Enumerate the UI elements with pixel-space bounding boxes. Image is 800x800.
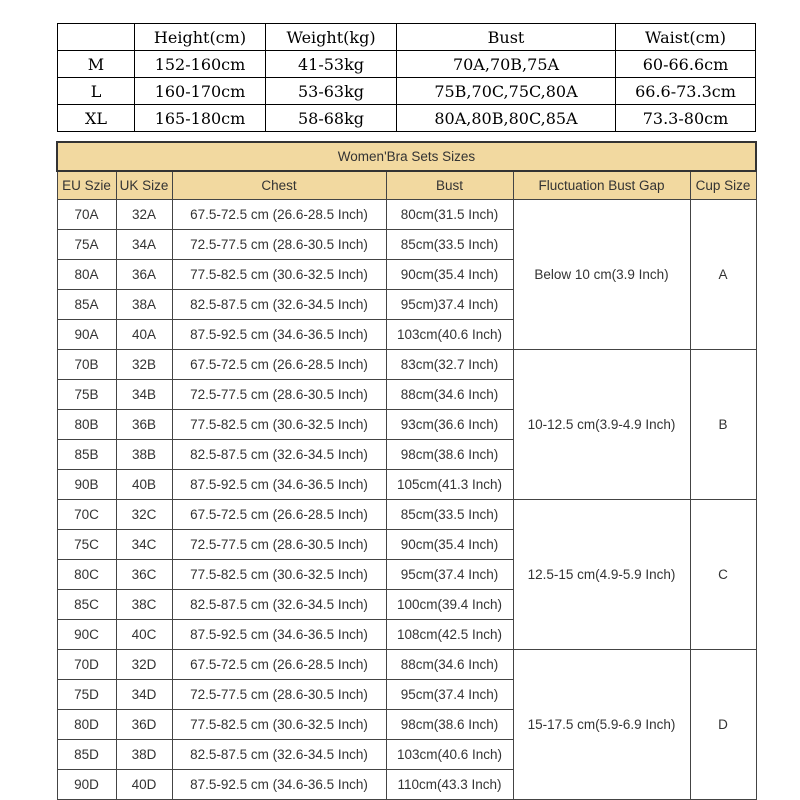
- table-cell: 60-66.6cm: [616, 51, 756, 78]
- bust-cell: 88cm(34.6 Inch): [386, 650, 513, 680]
- uk-size-cell: 36A: [116, 260, 172, 290]
- table-row: [57, 200, 756, 230]
- chest-cell: 87.5-92.5 cm (34.6-36.5 Inch): [172, 320, 386, 350]
- bust-gap-cell: 15-17.5 cm(5.9-6.9 Inch): [513, 650, 690, 800]
- uk-size-cell: 38D: [116, 740, 172, 770]
- eu-size-cell: 85B: [57, 440, 116, 470]
- bust-gap-cell: 12.5-15 cm(4.9-5.9 Inch): [513, 500, 690, 650]
- eu-size-cell: 85A: [57, 290, 116, 320]
- table-cell: 165-180cm: [135, 105, 266, 132]
- cup-size-cell: A: [690, 200, 756, 350]
- header-cell: Bust: [397, 24, 616, 51]
- chest-cell: 77.5-82.5 cm (30.6-32.5 Inch): [172, 560, 386, 590]
- chest-cell: 82.5-87.5 cm (32.6-34.5 Inch): [172, 590, 386, 620]
- chest-cell: 72.5-77.5 cm (28.6-30.5 Inch): [172, 680, 386, 710]
- bust-cell: 95cm)37.4 Inch): [386, 290, 513, 320]
- chest-cell: 77.5-82.5 cm (30.6-32.5 Inch): [172, 710, 386, 740]
- bust-cell: 83cm(32.7 Inch): [386, 350, 513, 380]
- chest-cell: 67.5-72.5 cm (26.6-28.5 Inch): [172, 500, 386, 530]
- eu-size-cell: 70D: [57, 650, 116, 680]
- table-row: [58, 78, 756, 105]
- bust-cell: 80cm(31.5 Inch): [386, 200, 513, 230]
- eu-size-cell: 70B: [57, 350, 116, 380]
- uk-size-cell: 32A: [116, 200, 172, 230]
- uk-size-cell: 36D: [116, 710, 172, 740]
- bust-cell: 90cm(35.4 Inch): [386, 530, 513, 560]
- uk-size-cell: 36B: [116, 410, 172, 440]
- table-cell: 160-170cm: [135, 78, 266, 105]
- chest-cell: 77.5-82.5 cm (30.6-32.5 Inch): [172, 410, 386, 440]
- table-cell: 75B,70C,75C,80A: [397, 78, 616, 105]
- eu-size-cell: 90A: [57, 320, 116, 350]
- header-cell: Height(cm): [135, 24, 266, 51]
- uk-size-cell: 38C: [116, 590, 172, 620]
- bra-size-table: [56, 141, 757, 800]
- column-header: Bust: [386, 171, 513, 200]
- table-cell: 58-68kg: [266, 105, 397, 132]
- table-cell: 73.3-80cm: [616, 105, 756, 132]
- table-cell: 66.6-73.3cm: [616, 78, 756, 105]
- bust-cell: 88cm(34.6 Inch): [386, 380, 513, 410]
- chest-cell: 67.5-72.5 cm (26.6-28.5 Inch): [172, 200, 386, 230]
- bust-cell: 90cm(35.4 Inch): [386, 260, 513, 290]
- uk-size-cell: 40A: [116, 320, 172, 350]
- uk-size-cell: 38A: [116, 290, 172, 320]
- bust-cell: 103cm(40.6 Inch): [386, 320, 513, 350]
- chest-cell: 72.5-77.5 cm (28.6-30.5 Inch): [172, 530, 386, 560]
- table-row: [57, 350, 756, 380]
- chest-cell: 87.5-92.5 cm (34.6-36.5 Inch): [172, 620, 386, 650]
- table-title: Women'Bra Sets Sizes: [57, 142, 756, 171]
- chest-cell: 87.5-92.5 cm (34.6-36.5 Inch): [172, 470, 386, 500]
- column-header: Cup Size: [690, 171, 756, 200]
- table-row: [58, 105, 756, 132]
- eu-size-cell: 80C: [57, 560, 116, 590]
- eu-size-cell: 85C: [57, 590, 116, 620]
- bust-cell: 95cm(37.4 Inch): [386, 680, 513, 710]
- size-label: M: [58, 51, 135, 78]
- uk-size-cell: 40B: [116, 470, 172, 500]
- chest-cell: 72.5-77.5 cm (28.6-30.5 Inch): [172, 380, 386, 410]
- uk-size-cell: 32D: [116, 650, 172, 680]
- bust-gap-cell: Below 10 cm(3.9 Inch): [513, 200, 690, 350]
- uk-size-cell: 34A: [116, 230, 172, 260]
- chest-cell: 82.5-87.5 cm (32.6-34.5 Inch): [172, 440, 386, 470]
- bust-cell: 98cm(38.6 Inch): [386, 440, 513, 470]
- chest-cell: 67.5-72.5 cm (26.6-28.5 Inch): [172, 650, 386, 680]
- header-cell: [58, 24, 135, 51]
- eu-size-cell: 80D: [57, 710, 116, 740]
- bust-gap-cell: 10-12.5 cm(3.9-4.9 Inch): [513, 350, 690, 500]
- uk-size-cell: 34C: [116, 530, 172, 560]
- chest-cell: 72.5-77.5 cm (28.6-30.5 Inch): [172, 230, 386, 260]
- cup-size-cell: D: [690, 650, 756, 800]
- bust-cell: 100cm(39.4 Inch): [386, 590, 513, 620]
- bust-cell: 93cm(36.6 Inch): [386, 410, 513, 440]
- uk-size-cell: 38B: [116, 440, 172, 470]
- table-cell: 41-53kg: [266, 51, 397, 78]
- column-header: UK Size: [116, 171, 172, 200]
- eu-size-cell: 90D: [57, 770, 116, 800]
- size-summary-table: [57, 23, 756, 132]
- cup-size-cell: C: [690, 500, 756, 650]
- uk-size-cell: 40C: [116, 620, 172, 650]
- uk-size-cell: 34B: [116, 380, 172, 410]
- uk-size-cell: 36C: [116, 560, 172, 590]
- column-header: Chest: [172, 171, 386, 200]
- uk-size-cell: 40D: [116, 770, 172, 800]
- uk-size-cell: 32B: [116, 350, 172, 380]
- eu-size-cell: 70C: [57, 500, 116, 530]
- bust-cell: 85cm(33.5 Inch): [386, 230, 513, 260]
- bust-cell: 105cm(41.3 Inch): [386, 470, 513, 500]
- bust-cell: 98cm(38.6 Inch): [386, 710, 513, 740]
- column-header: Fluctuation Bust Gap: [513, 171, 690, 200]
- chest-cell: 82.5-87.5 cm (32.6-34.5 Inch): [172, 290, 386, 320]
- header-cell: Weight(kg): [266, 24, 397, 51]
- bust-cell: 103cm(40.6 Inch): [386, 740, 513, 770]
- bust-cell: 110cm(43.3 Inch): [386, 770, 513, 800]
- cup-size-cell: B: [690, 350, 756, 500]
- header-cell: Waist(cm): [616, 24, 756, 51]
- chest-cell: 67.5-72.5 cm (26.6-28.5 Inch): [172, 350, 386, 380]
- bust-cell: 85cm(33.5 Inch): [386, 500, 513, 530]
- table-cell: 80A,80B,80C,85A: [397, 105, 616, 132]
- table-cell: 70A,70B,75A: [397, 51, 616, 78]
- table-cell: 53-63kg: [266, 78, 397, 105]
- eu-size-cell: 80B: [57, 410, 116, 440]
- eu-size-cell: 90C: [57, 620, 116, 650]
- eu-size-cell: 90B: [57, 470, 116, 500]
- column-header: EU Szie: [57, 171, 116, 200]
- uk-size-cell: 34D: [116, 680, 172, 710]
- size-label: XL: [58, 105, 135, 132]
- bust-cell: 95cm(37.4 Inch): [386, 560, 513, 590]
- header-row: [57, 171, 756, 200]
- eu-size-cell: 75B: [57, 380, 116, 410]
- eu-size-cell: 75C: [57, 530, 116, 560]
- chest-cell: 82.5-87.5 cm (32.6-34.5 Inch): [172, 740, 386, 770]
- chest-cell: 87.5-92.5 cm (34.6-36.5 Inch): [172, 770, 386, 800]
- eu-size-cell: 70A: [57, 200, 116, 230]
- eu-size-cell: 80A: [57, 260, 116, 290]
- size-header-row: [58, 24, 756, 51]
- table-row: [58, 51, 756, 78]
- bust-cell: 108cm(42.5 Inch): [386, 620, 513, 650]
- table-row: [57, 500, 756, 530]
- uk-size-cell: 32C: [116, 500, 172, 530]
- chest-cell: 77.5-82.5 cm (30.6-32.5 Inch): [172, 260, 386, 290]
- size-label: L: [58, 78, 135, 105]
- table-row: [57, 650, 756, 680]
- eu-size-cell: 75D: [57, 680, 116, 710]
- eu-size-cell: 85D: [57, 740, 116, 770]
- table-cell: 152-160cm: [135, 51, 266, 78]
- eu-size-cell: 75A: [57, 230, 116, 260]
